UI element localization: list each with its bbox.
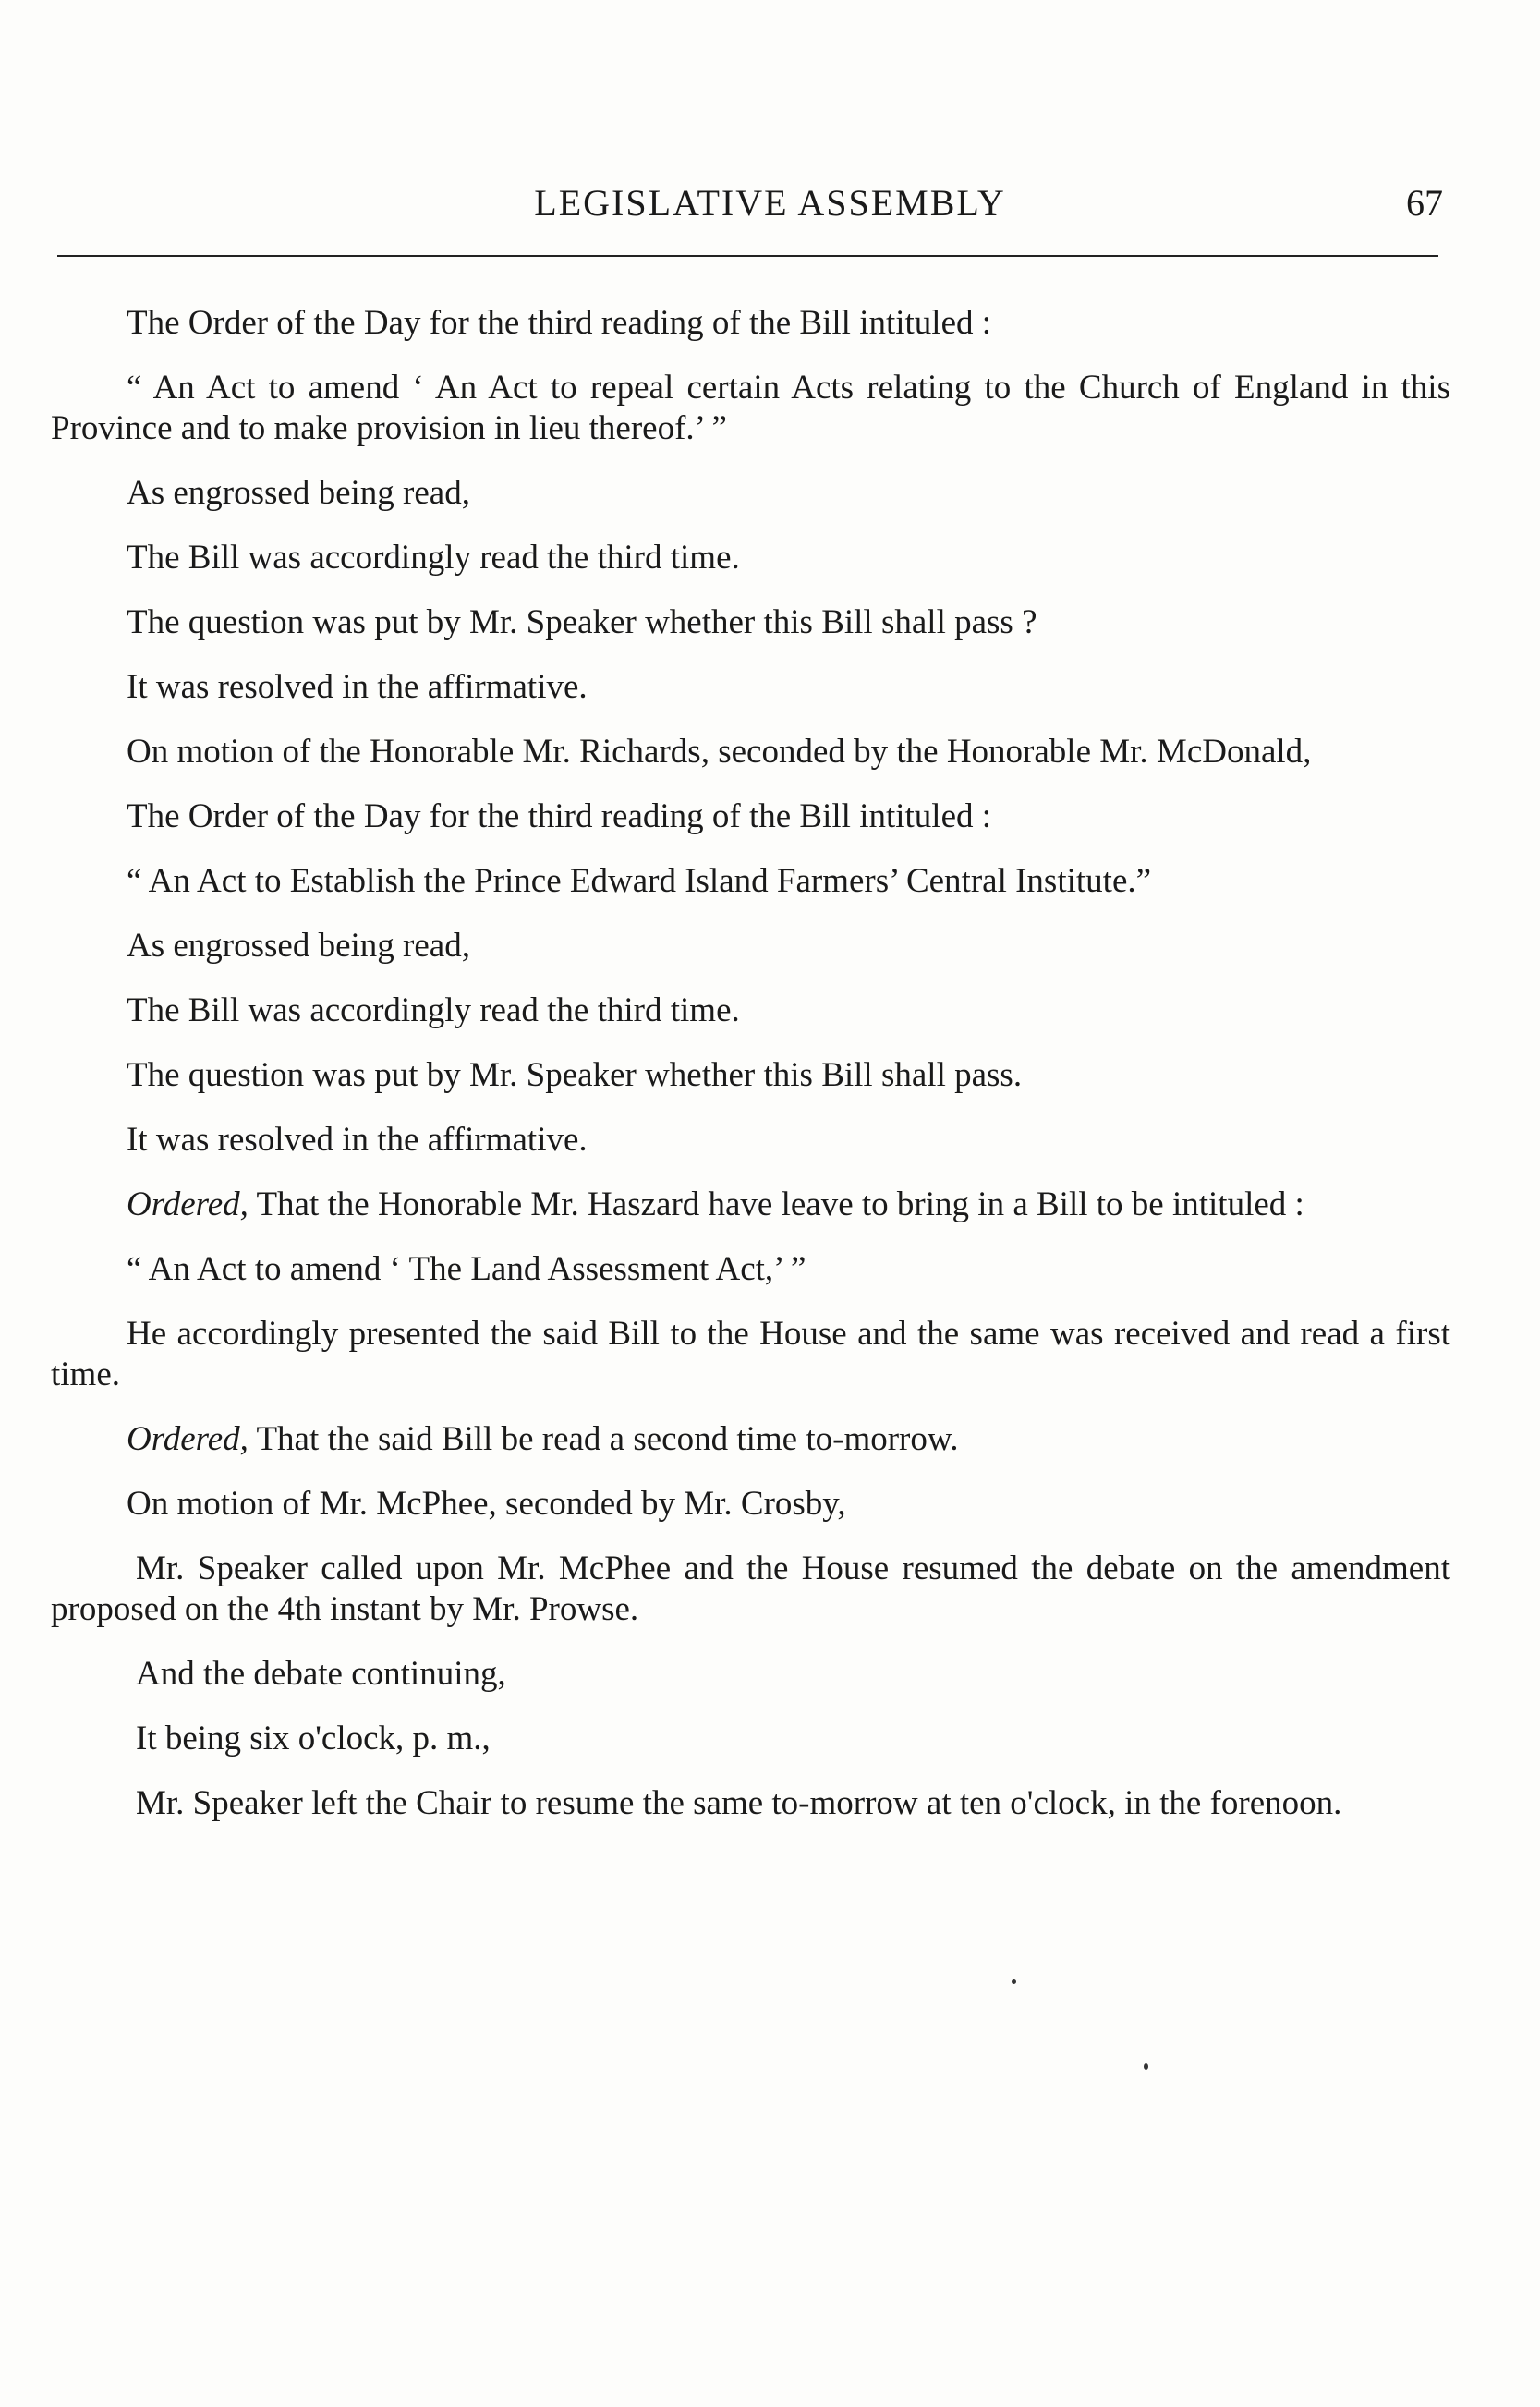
running-header: [0, 181, 1540, 237]
paragraph: As engrossed being read,: [127, 474, 470, 512]
paragraph: “ An Act to amend ‘ An Act to repeal certain Acts relating to the Church of England in this Province and to make provision in lieu thereof.’ ”: [51, 369, 1450, 447]
paragraph: And the debate continuing,: [136, 1655, 506, 1693]
paragraph: On motion of Mr. McPhee, seconded by Mr. Crosby,: [127, 1485, 846, 1523]
ordered-lead: Ordered,: [127, 1420, 249, 1458]
paragraph: It being six o'clock, p. m.,: [136, 1720, 491, 1757]
page-number: 67: [1406, 182, 1443, 224]
paragraph: It was resolved in the affirmative.: [127, 1121, 588, 1159]
ordered-lead: Ordered,: [127, 1185, 249, 1223]
paragraph: “ An Act to amend ‘ The Land Assessment Act,’ ”: [127, 1250, 806, 1288]
body-text: [51, 303, 1450, 1824]
paragraph: On motion of the Honorable Mr. Richards, seconded by the Honorable Mr. McDonald,: [127, 733, 1312, 771]
paragraph: The Order of the Day for the third reading of the Bill intituled :: [127, 304, 992, 342]
paragraph: The Bill was accordingly read the third time.: [127, 539, 740, 577]
paragraph: “ An Act to Establish the Prince Edward Island Farmers’ Central Institute.”: [127, 862, 1152, 900]
print-speck: [1144, 2063, 1148, 2070]
print-speck: [1012, 1979, 1016, 1984]
paragraph: As engrossed being read,: [127, 927, 470, 965]
paragraph: The Bill was accordingly read the third time.: [127, 991, 740, 1029]
paragraph: It was resolved in the affirmative.: [127, 668, 588, 706]
paragraph: Ordered, That the said Bill be read a second time to-morrow.: [127, 1420, 959, 1458]
paragraph: Ordered, That the Honorable Mr. Haszard have leave to bring in a Bill to be intituled :: [127, 1185, 1304, 1223]
paragraph: Mr. Speaker left the Chair to resume the same to-morrow at ten o'clock, in the forenoon.: [136, 1784, 1342, 1822]
paragraph: He accordingly presented the said Bill to the House and the same was received and read a first time.: [51, 1315, 1450, 1393]
paragraph: Mr. Speaker called upon Mr. McPhee and the House resumed the debate on the amendment proposed on the 4th instant by Mr. Prowse.: [51, 1550, 1450, 1628]
header-rule: [57, 255, 1438, 257]
paragraph: The question was put by Mr. Speaker whether this Bill shall pass.: [127, 1056, 1023, 1094]
paragraph: The Order of the Day for the third reading of the Bill intituled :: [127, 797, 992, 835]
paragraph: The question was put by Mr. Speaker whether this Bill shall pass ?: [127, 603, 1037, 641]
running-title: LEGISLATIVE ASSEMBLY: [534, 182, 1006, 224]
